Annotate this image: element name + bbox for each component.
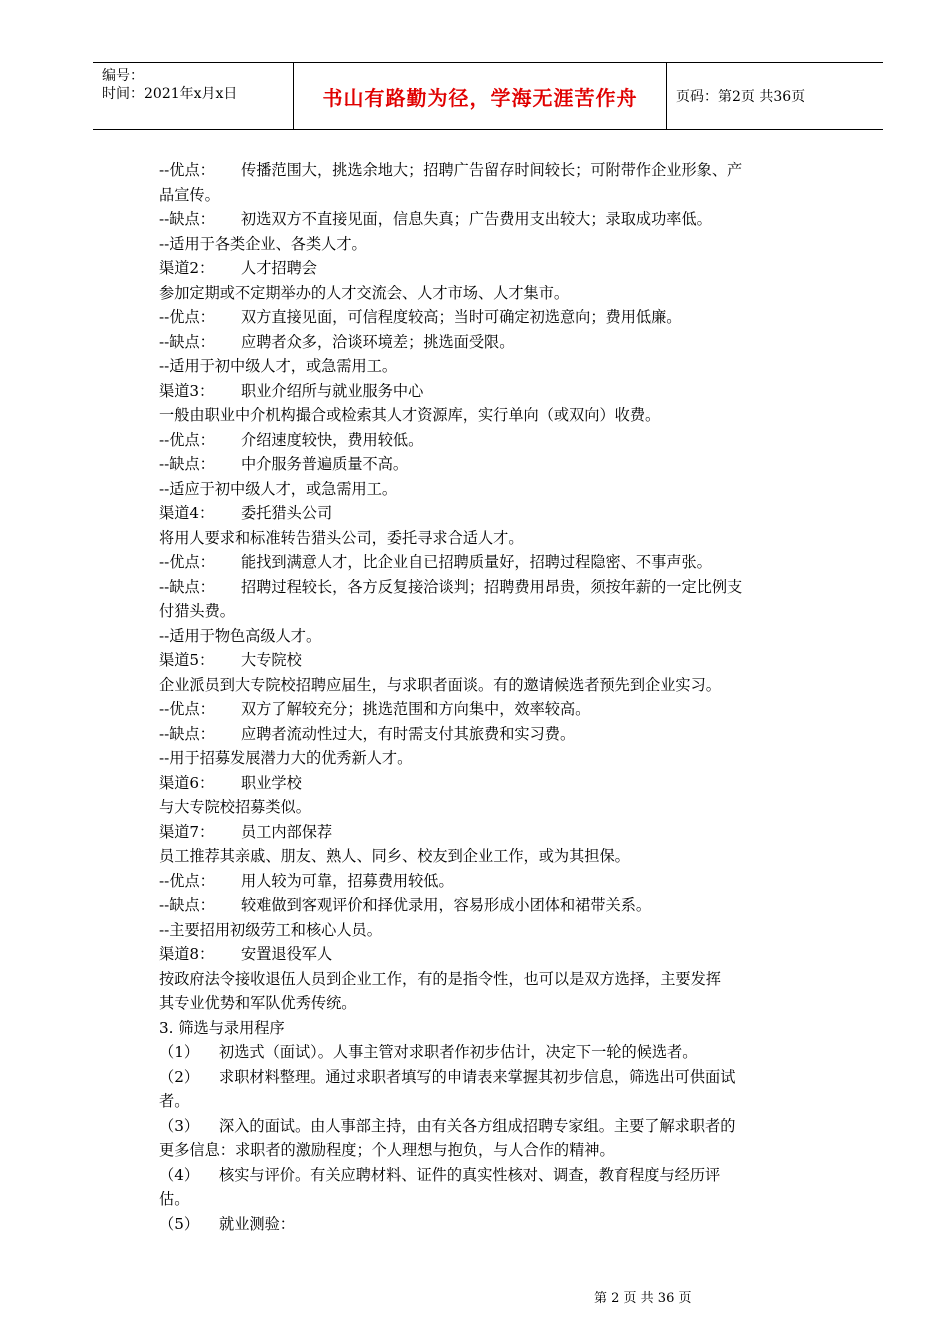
- line-text: --适应于初中级人才，或急需用工。: [159, 479, 398, 498]
- body-line: [159, 575, 799, 600]
- line-text: 其专业优势和军队优秀传统。: [159, 994, 357, 1012]
- time-label: 时间：2021年x月x日: [102, 86, 238, 102]
- line-text: 与大专院校招募类似。: [159, 798, 311, 816]
- body-line: [159, 795, 799, 820]
- line-label: --优点：: [159, 161, 215, 179]
- line-text: 职业介绍所与就业服务中心: [241, 381, 424, 400]
- step-number: （2）: [159, 1067, 200, 1086]
- line-text: 职业学校: [241, 773, 302, 792]
- body-line: [159, 330, 799, 355]
- line-text: 初选双方不直接见面，信息失真；广告费用支出较大；录取成功率低。: [241, 210, 712, 228]
- body-line: [159, 526, 799, 551]
- line-text: 传播范围大，挑选余地大；招聘广告留存时间较长；可附带作企业形象、产: [241, 161, 743, 179]
- body-line: [159, 232, 799, 257]
- body-line: [159, 1089, 799, 1114]
- body-line: [159, 746, 799, 771]
- step-number: （3）: [159, 1116, 200, 1135]
- line-text: 核实与评价。有关应聘材料、证件的真实性核对、调查，教育程度与经历评: [219, 1165, 721, 1184]
- body-line: [159, 403, 799, 428]
- body-line: [159, 550, 799, 575]
- step-number: （1）: [159, 1043, 200, 1061]
- body-line: [159, 183, 799, 208]
- line-text: 企业派员到大专院校招聘应届生，与求职者面谈。有的邀请候选者预先到企业实习。: [159, 675, 721, 694]
- line-label: 渠道5：: [159, 651, 215, 669]
- body-line: [159, 1016, 799, 1041]
- line-label: --优点：: [159, 430, 215, 449]
- body-line: [159, 820, 799, 845]
- line-text: 应聘者流动性过大，有时需支付其旅费和实习费。: [241, 724, 576, 743]
- body-line: [159, 673, 799, 698]
- body-line: [159, 697, 799, 722]
- body-line: [159, 428, 799, 453]
- line-text: 更多信息：求职者的激励程度；个人理想与抱负，与人合作的精神。: [159, 1141, 615, 1159]
- line-text: 双方直接见面，可信程度较高；当时可确定初选意向；费用低廉。: [241, 308, 682, 326]
- page-footer: 第 2 页 共 36 页: [594, 1291, 692, 1306]
- line-text: 中介服务普遍质量不高。: [241, 455, 409, 473]
- header-motto: 书山有路勤为径，学海无涯苦作舟: [294, 63, 667, 129]
- body-line: [159, 207, 799, 232]
- body-line: [159, 869, 799, 894]
- body-line: [159, 624, 799, 649]
- body-line: [159, 256, 799, 281]
- body-line: [159, 599, 799, 624]
- line-text: 招聘过程较长，各方反复接洽谈判；招聘费用昂贵，须按年薪的一定比例支: [241, 577, 743, 596]
- body-line: [159, 1114, 799, 1139]
- line-label: 渠道6：: [159, 773, 215, 792]
- line-label: 渠道2：: [159, 259, 215, 277]
- body-line: [159, 844, 799, 869]
- line-text: 将用人要求和标准转告猎头公司，委托寻求合适人才。: [159, 528, 524, 547]
- line-label: 渠道7：: [159, 822, 215, 841]
- document-header: [93, 62, 883, 130]
- serial-number-label: 编号：: [102, 68, 144, 84]
- header-page-info: 页码：第2页 共36页: [676, 89, 806, 105]
- line-text: 员工推荐其亲戚、朋友、熟人、同乡、校友到企业工作，或为其担保。: [159, 847, 630, 865]
- body-line: [159, 1163, 799, 1188]
- body-line: [159, 648, 799, 673]
- line-text: 估。: [159, 1190, 190, 1208]
- line-text: --适用于各类企业、各类人才。: [159, 234, 367, 253]
- body-line: [159, 722, 799, 747]
- body-line: [159, 158, 799, 183]
- line-text: --适用于物色高级人才。: [159, 626, 322, 645]
- body-line: [159, 1065, 799, 1090]
- line-text: 参加定期或不定期举办的人才交流会、人才市场、人才集市。: [159, 283, 570, 302]
- line-text: 3. 筛选与录用程序: [159, 1018, 285, 1037]
- line-text: 求职材料整理。通过求职者填写的申请表来掌握其初步信息，筛选出可供面试: [219, 1067, 736, 1086]
- line-text: --适用于初中级人才，或急需用工。: [159, 357, 398, 375]
- body-line: [159, 1212, 799, 1237]
- body-line: [159, 918, 799, 943]
- line-label: 渠道8：: [159, 945, 215, 963]
- line-text: 能找到满意人才，比企业自已招聘质量好，招聘过程隐密、不事声张。: [241, 553, 712, 571]
- line-text: 双方了解较充分；挑选范围和方向集中，效率较高。: [241, 700, 591, 718]
- line-text: --用于招募发展潜力大的优秀新人才。: [159, 749, 413, 767]
- body-line: [159, 452, 799, 477]
- body-line: [159, 305, 799, 330]
- line-text: 大专院校: [241, 651, 302, 669]
- line-text: 付猎头费。: [159, 602, 235, 620]
- line-text: 初选式（面试）。人事主管对求职者作初步估计，决定下一轮的候选者。: [219, 1043, 698, 1061]
- line-label: --缺点：: [159, 210, 215, 228]
- line-label: --优点：: [159, 700, 215, 718]
- line-text: 委托猎头公司: [241, 504, 333, 522]
- line-text: 较难做到客观评价和择优录用，容易形成小团体和裙带关系。: [241, 896, 652, 914]
- line-label: 渠道4：: [159, 504, 215, 522]
- body-line: [159, 1187, 799, 1212]
- body-line: [159, 771, 799, 796]
- step-number: （4）: [159, 1165, 200, 1184]
- body-line: [159, 477, 799, 502]
- body-line: [159, 281, 799, 306]
- line-text: 员工内部保荐: [241, 822, 333, 841]
- line-label: --优点：: [159, 871, 215, 890]
- body-line: [159, 1138, 799, 1163]
- line-label: --缺点：: [159, 332, 215, 351]
- line-text: 用人较为可靠，招募费用较低。: [241, 871, 454, 890]
- header-meta: [93, 63, 294, 129]
- body-line: [159, 942, 799, 967]
- document-body: [159, 158, 799, 1236]
- body-line: [159, 991, 799, 1016]
- line-text: 深入的面试。由人事部主持，由有关各方组成招聘专家组。主要了解求职者的: [219, 1116, 736, 1135]
- body-line: [159, 379, 799, 404]
- body-line: [159, 1040, 799, 1065]
- line-text: 人才招聘会: [241, 259, 317, 277]
- line-label: --缺点：: [159, 455, 215, 473]
- body-line: [159, 967, 799, 992]
- line-text: 就业测验：: [219, 1214, 295, 1233]
- body-line: [159, 354, 799, 379]
- line-label: --优点：: [159, 308, 215, 326]
- step-number: （5）: [159, 1214, 200, 1233]
- body-line: [159, 501, 799, 526]
- line-text: 一般由职业中介机构撮合或检索其人才资源库，实行单向（或双向）收费。: [159, 406, 661, 424]
- line-text: 按政府法令接收退伍人员到企业工作，有的是指令性，也可以是双方选择，主要发挥: [159, 969, 721, 988]
- line-text: --主要招用初级劳工和核心人员。: [159, 920, 382, 939]
- line-label: --缺点：: [159, 896, 215, 914]
- line-label: 渠道3：: [159, 381, 215, 400]
- line-text: 品宣传。: [159, 185, 220, 204]
- line-text: 应聘者众多，洽谈环境差；挑选面受限。: [241, 332, 515, 351]
- line-text: 者。: [159, 1092, 190, 1110]
- line-text: 安置退役军人: [241, 945, 333, 963]
- line-label: --缺点：: [159, 724, 215, 743]
- line-text: 介绍速度较快，费用较低。: [241, 430, 424, 449]
- line-label: --缺点：: [159, 577, 215, 596]
- body-line: [159, 893, 799, 918]
- line-label: --优点：: [159, 553, 215, 571]
